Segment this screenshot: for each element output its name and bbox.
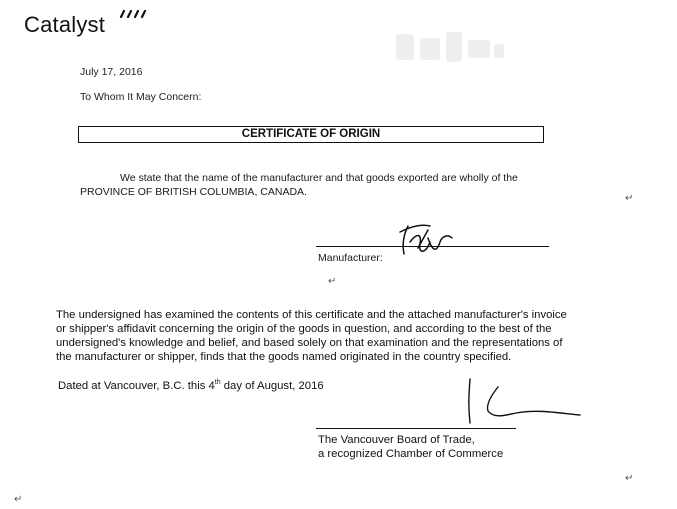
manufacturer-signature bbox=[398, 220, 458, 262]
return-mark: ↵ bbox=[328, 276, 337, 287]
return-mark: ↵ bbox=[625, 473, 634, 484]
board-signature bbox=[458, 375, 588, 435]
board-description: a recognized Chamber of Commerce bbox=[318, 448, 504, 460]
dated-suffix: day of August, 2016 bbox=[220, 379, 324, 392]
board-name: The Vancouver Board of Trade, bbox=[318, 434, 475, 446]
manufacturer-label: Manufacturer: bbox=[318, 252, 383, 264]
certificate-title: CERTIFICATE OF ORIGIN bbox=[78, 126, 544, 143]
statement-line-2: PROVINCE OF BRITISH COLUMBIA, CANADA. bbox=[80, 186, 307, 198]
dated-prefix: Dated at Vancouver, B.C. this 4 bbox=[58, 379, 215, 392]
letter-date: July 17, 2016 bbox=[80, 66, 143, 78]
salutation: To Whom It May Concern: bbox=[80, 91, 202, 103]
statement-line-1: We state that the name of the manufacturer and that goods exported are wholly of the bbox=[120, 172, 518, 184]
attestation-line: undersigned's knowledge and belief, and based solely on that examination and the representations of bbox=[56, 337, 563, 349]
tick-marks-icon bbox=[118, 6, 150, 20]
attestation-line: or shipper's affidavit concerning the origin of the goods in question, and according to the best of the bbox=[56, 323, 552, 335]
manufacturer-signature-line bbox=[316, 246, 549, 247]
return-mark: ↵ bbox=[625, 193, 634, 204]
board-signature-line bbox=[316, 428, 516, 429]
dated-suffix-ordinal: th bbox=[214, 379, 221, 386]
return-mark: ↵ bbox=[14, 494, 23, 505]
catalyst-logo: Catalyst bbox=[24, 12, 106, 37]
faint-watermark bbox=[392, 28, 512, 73]
dated-line bbox=[58, 376, 324, 393]
attestation-line: The undersigned has examined the contents of this certificate and the attached manufacturer's invoice bbox=[56, 309, 567, 321]
attestation-line: the manufacturer or shipper, finds that the goods named originated in the country specified. bbox=[56, 351, 512, 363]
attestation-paragraph bbox=[56, 308, 567, 364]
